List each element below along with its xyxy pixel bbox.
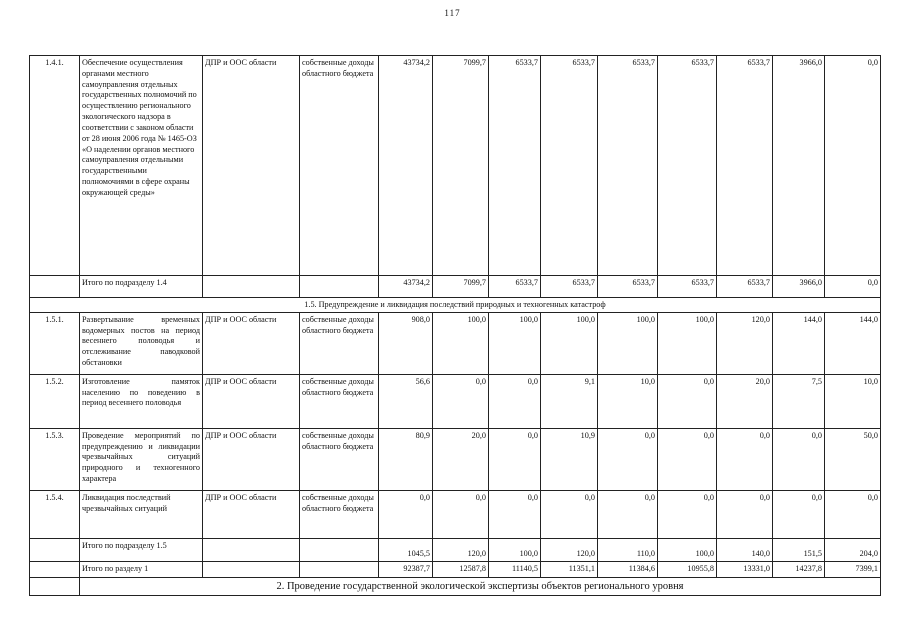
- row-name: Проведение мероприятий по предупреждению и ликвидации чрезвычайных ситуаций природного и техногенного характера: [80, 428, 203, 490]
- value-cell: 14237,8: [773, 561, 825, 577]
- value-cell: 9,1: [541, 374, 598, 428]
- value-cell: 120,0: [541, 538, 598, 561]
- table-row: [30, 312, 881, 374]
- row-code: 1.4.1.: [30, 56, 80, 276]
- value-cell: 7,5: [773, 374, 825, 428]
- value-cell: 0,0: [773, 428, 825, 490]
- value-cell: 10,9: [541, 428, 598, 490]
- value-cell: 50,0: [825, 428, 881, 490]
- value-cell: 56,6: [379, 374, 433, 428]
- value-cell: 0,0: [658, 374, 717, 428]
- value-cell: 13331,0: [717, 561, 773, 577]
- value-cell: 12587,8: [433, 561, 489, 577]
- value-cell: 100,0: [489, 312, 541, 374]
- row-source: собственные доходы областного бюджета: [300, 374, 379, 428]
- value-cell: 10,0: [825, 374, 881, 428]
- value-cell: 43734,2: [379, 276, 433, 298]
- value-cell: 11140,5: [489, 561, 541, 577]
- value-cell: 0,0: [825, 276, 881, 298]
- value-cell: 6533,7: [598, 56, 658, 276]
- value-cell: 144,0: [825, 312, 881, 374]
- table-row: [30, 428, 881, 490]
- value-cell: 110,0: [598, 538, 658, 561]
- value-cell: 6533,7: [717, 56, 773, 276]
- table-row: [30, 374, 881, 428]
- row-executor: ДПР и ООС области: [203, 374, 300, 428]
- section-total-row: [30, 561, 881, 577]
- row-executor: ДПР и ООС области: [203, 312, 300, 374]
- row-source: собственные доходы областного бюджета: [300, 428, 379, 490]
- value-cell: 6533,7: [489, 276, 541, 298]
- value-cell: 7399,1: [825, 561, 881, 577]
- row-executor: ДПР и ООС области: [203, 56, 300, 276]
- value-cell: 3966,0: [773, 56, 825, 276]
- value-cell: 43734,2: [379, 56, 433, 276]
- page-number: 117: [444, 8, 461, 18]
- table-row: [30, 56, 881, 276]
- value-cell: 0,0: [379, 490, 433, 538]
- section-heading-row: [30, 577, 881, 595]
- value-cell: 6533,7: [658, 56, 717, 276]
- value-cell: 0,0: [717, 428, 773, 490]
- value-cell: 3966,0: [773, 276, 825, 298]
- table-row: [30, 490, 881, 538]
- row-executor: ДПР и ООС области: [203, 490, 300, 538]
- section-heading-row: [30, 298, 881, 313]
- value-cell: 0,0: [825, 490, 881, 538]
- value-cell: 100,0: [658, 312, 717, 374]
- row-name: Обеспечение осуществления органами местного самоуправления отдельных государственных полномочий по осуществлению регионального экологического надзора в соответствии с законом области от 28 июня 2006 года № 1465-ОЗ «О наделении органов местного самоуправления отдельными государственными полномочиями в сфере охраны окружающей среды»: [80, 56, 203, 276]
- row-code: 1.5.2.: [30, 374, 80, 428]
- value-cell: 10,0: [598, 374, 658, 428]
- row-source: собственные доходы областного бюджета: [300, 312, 379, 374]
- value-cell: 6533,7: [541, 56, 598, 276]
- value-cell: 120,0: [433, 538, 489, 561]
- value-cell: 0,0: [773, 490, 825, 538]
- value-cell: 80,9: [379, 428, 433, 490]
- row-label: Итого по разделу 1: [80, 561, 203, 577]
- row-code: 1.5.1.: [30, 312, 80, 374]
- value-cell: 6533,7: [717, 276, 773, 298]
- value-cell: 908,0: [379, 312, 433, 374]
- subtotal-row: [30, 276, 881, 298]
- value-cell: 20,0: [433, 428, 489, 490]
- row-label: Итого по подразделу 1.4: [80, 276, 203, 298]
- row-source: собственные доходы областного бюджета: [300, 490, 379, 538]
- value-cell: 100,0: [658, 538, 717, 561]
- row-source: собственные доходы областного бюджета: [300, 56, 379, 276]
- value-cell: 6533,7: [658, 276, 717, 298]
- budget-table: [29, 55, 881, 596]
- row-executor: ДПР и ООС области: [203, 428, 300, 490]
- row-label: Итого по подразделу 1.5: [80, 538, 203, 561]
- row-name: Развертывание временных водомерных постов на период весеннего половодья и отслеживание паводковой обстановки: [80, 312, 203, 374]
- value-cell: 6533,7: [489, 56, 541, 276]
- value-cell: 11384,6: [598, 561, 658, 577]
- value-cell: 204,0: [825, 538, 881, 561]
- section-title: 1.5. Предупреждение и ликвидация последствий природных и техногенных катастроф: [30, 298, 881, 313]
- value-cell: 0,0: [825, 56, 881, 276]
- value-cell: 11351,1: [541, 561, 598, 577]
- value-cell: 10955,8: [658, 561, 717, 577]
- value-cell: 100,0: [598, 312, 658, 374]
- value-cell: 100,0: [541, 312, 598, 374]
- value-cell: 92387,7: [379, 561, 433, 577]
- value-cell: 100,0: [489, 538, 541, 561]
- value-cell: 0,0: [598, 428, 658, 490]
- value-cell: 0,0: [489, 374, 541, 428]
- value-cell: 0,0: [433, 374, 489, 428]
- row-code: 1.5.3.: [30, 428, 80, 490]
- value-cell: 20,0: [717, 374, 773, 428]
- section-title: 2. Проведение государственной экологической экспертизы объектов регионального уровня: [80, 577, 881, 595]
- value-cell: 0,0: [598, 490, 658, 538]
- value-cell: 0,0: [717, 490, 773, 538]
- value-cell: 151,5: [773, 538, 825, 561]
- value-cell: 7099,7: [433, 56, 489, 276]
- value-cell: 0,0: [658, 490, 717, 538]
- value-cell: 0,0: [489, 490, 541, 538]
- value-cell: 0,0: [489, 428, 541, 490]
- value-cell: 6533,7: [541, 276, 598, 298]
- row-name: Изготовление памяток населению по поведению в период весеннего половодья: [80, 374, 203, 428]
- value-cell: 100,0: [433, 312, 489, 374]
- value-cell: 0,0: [433, 490, 489, 538]
- value-cell: 0,0: [658, 428, 717, 490]
- value-cell: 140,0: [717, 538, 773, 561]
- subtotal-row: [30, 538, 881, 561]
- value-cell: 6533,7: [598, 276, 658, 298]
- value-cell: 120,0: [717, 312, 773, 374]
- row-name: Ликвидация последствий чрезвычайных ситуаций: [80, 490, 203, 538]
- value-cell: 7099,7: [433, 276, 489, 298]
- row-code: 1.5.4.: [30, 490, 80, 538]
- value-cell: 144,0: [773, 312, 825, 374]
- value-cell: 0,0: [541, 490, 598, 538]
- value-cell: 1045,5: [379, 538, 433, 561]
